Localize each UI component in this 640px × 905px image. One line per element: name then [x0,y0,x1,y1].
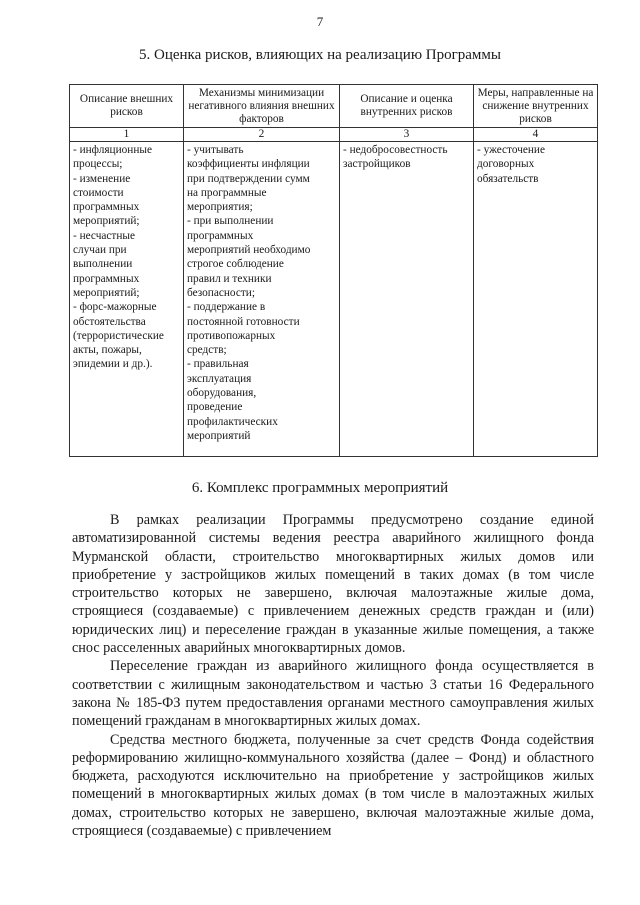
cell-line: проведение [187,401,243,414]
cell-line: - учитывать [187,144,244,156]
cell-line: акты, пожары, [73,344,142,357]
section-6-heading: 6. Комплекс программных мероприятий [191,480,449,496]
cell-line: - недобросовестность [343,144,448,156]
cell-line: мероприятия; [187,201,253,214]
cell-line: безопасности; [187,286,255,299]
cell-line: средств; [187,344,227,357]
cell-line: обстоятельства [73,315,146,328]
reduction-measures-cell [474,142,598,457]
column-number: 4 [474,128,598,142]
external-risks-cell [70,142,184,457]
table-number-row [70,128,598,142]
cell-line: выполнении [73,258,133,271]
cell-line: оборудования, [187,387,257,400]
table-row [70,142,598,457]
cell-line: застройщиков [343,158,411,171]
cell-line: - форс-мажорные [73,301,157,314]
header-reduction-measures: Меры, направленные на снижение внутренних рисков [474,85,598,128]
section-6-body [72,511,594,840]
cell-line: мероприятий необходимо [187,244,311,257]
cell-line: эксплуатация [187,372,252,385]
cell-line: случаи при [73,244,127,257]
minimization-mechanisms-cell [184,142,340,457]
cell-line: на программные [187,186,267,199]
table-header-row [70,85,598,128]
cell-line: мероприятий; [73,286,140,299]
column-number: 1 [70,128,184,142]
cell-line: коэффициенты инфляции [187,158,310,171]
cell-line: - инфляционные [73,144,152,156]
cell-line: - ужесточение [477,144,545,156]
cell-line: мероприятий [187,429,251,442]
paragraph: Переселение граждан из аварийного жилищного фонда осуществляется в соответствии с жилищным законодательством и частью 3 статьи 16 Федерального закона № 185-ФЗ путем предоставления органами местного самоуправления жилых помещений гражданам в многоквартирных жилых домах. [72,658,594,730]
cell-line: процессы; [73,158,123,171]
cell-line: программных [73,201,140,214]
cell-line: - изменение [73,172,131,185]
cell-line: - правильная [187,358,249,371]
cell-line: профилактических [187,415,278,428]
header-minimization-mechanisms: Механизмы минимизации негативного влияния внешних факторов [184,85,340,128]
page-number: 7 [316,14,324,29]
cell-line: стоимости [73,186,124,199]
cell-line: (террористические [73,329,164,342]
header-external-risks: Описание внешних рисков [70,85,184,128]
section-5-heading: 5. Оценка рисков, влияющих на реализацию Программы [138,47,501,63]
cell-line: - при выполнении [187,215,274,228]
cell-line: при подтверждении сумм [187,172,310,185]
header-internal-risks: Описание и оценка внутренних рисков [340,85,474,128]
cell-line: программных [73,272,140,285]
cell-line: - несчастные [73,229,136,242]
paragraph: В рамках реализации Программы предусмотрено создание единой автоматизированной системы ведения реестра аварийного жилищного фонда Мурманской области, строительство многоквартирных жилых домов или приобретение у застройщиков жилых помещений в таких домах (в том числе строительство которых не завершено, включая малоэтажные жилые дома, строящиеся (создаваемые) с привлечением денежных средств граждан и (или) юридических лиц) и переселение граждан в указанные жилые помещения, а также снос расселенных аварийных многоквартирных домов. [72,512,594,657]
cell-line: правил и техники [187,272,272,285]
cell-line: программных [187,229,254,242]
column-number: 3 [340,128,474,142]
internal-risks-cell [340,142,474,457]
cell-line: противопожарных [187,329,276,342]
cell-line: постоянной готовности [187,315,300,328]
cell-line: строгое соблюдение [187,258,284,271]
paragraph: Средства местного бюджета, полученные за счет средств Фонда содействия реформированию жилищно-коммунального хозяйства (далее – Фонд) и областного бюджета, расходуются исключительно на приобретение у застройщиков жилых помещений в многоквартирных жилых домах (в том числе в малоэтажных жилых домах, строительство которых не завершено, включая малоэтажные жилые дома, строящиеся (создаваемые) с привлечением [72,731,594,840]
cell-line: мероприятий; [73,215,140,228]
cell-line: - поддержание в [187,301,266,314]
column-number: 2 [184,128,340,142]
cell-line: обязательств [477,172,539,185]
risk-assessment-table [69,84,598,457]
cell-line: эпидемии и др.). [73,358,153,371]
cell-line: договорных [477,158,535,171]
